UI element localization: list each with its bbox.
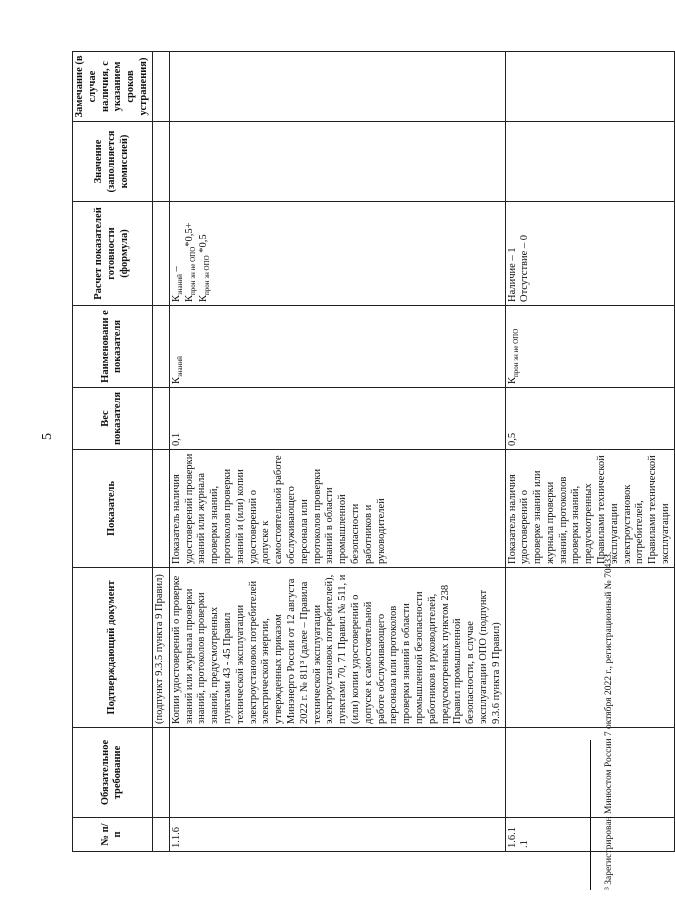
formula-cell: $К_{знаний}$ – $К_{прон зн не ОПО}*0,5+$ $К_{прон зн ОПО}$ *0,5 [169, 202, 505, 306]
table-row [505, 52, 674, 852]
col-header-requirement: Обязательное требование [73, 728, 153, 818]
requirement-cell [169, 728, 505, 818]
col-header-indicator-name: Наименовани е показателя [73, 306, 153, 388]
indicator-cell: Показатель наличия удостоверений о проверке знаний или журнала проверки знаний, протоколов проверки знаний, предусмотренных Правилами технической эксплуатации электроустановок потребителей, Правилами технической эксплуатации [505, 450, 674, 568]
col-header-formula: Расчет показателей готовности (формула) [73, 202, 153, 306]
col-header-document: Подтверждающий документ [73, 568, 153, 728]
col-header-value: Значение (заполняется комиссией) [73, 122, 153, 202]
table-row-continuation [152, 52, 169, 852]
formula-cell: Наличие – 1 Отсутствие – 0 [505, 202, 674, 306]
row-number: 1.6.1 .1 [505, 818, 674, 852]
readiness-table [72, 51, 675, 852]
value-cell [169, 122, 505, 202]
col-header-weight: Вес показателя [73, 388, 153, 450]
col-header-remark: Замечание (в случае наличия, с указанием сроков устранения) [73, 52, 153, 122]
col-header-indicator: Показатель [73, 450, 153, 568]
header-row [73, 52, 153, 852]
row-number: 1.1.6 [169, 818, 505, 852]
col-header-number: № п/п [73, 818, 153, 852]
indicator-name-cell: $К_{знаний}$ [169, 306, 505, 388]
footnote: ³ Зарегистрирован Минюстом России 7 октября 2022 г., регистрационный № 70433. [604, 551, 614, 890]
table-row [169, 52, 505, 852]
weight-cell: 0,1 [169, 388, 505, 450]
document-cell [505, 568, 674, 728]
document-cell: (подпункт 9.3.5 пункта 9 Правил) [152, 568, 169, 728]
page-number: 5 [40, 433, 55, 440]
value-cell [505, 122, 674, 202]
indicator-name-cell: $К_{прон зн не ОПО}$ [505, 306, 674, 388]
document-cell: Копии удостоверений о проверке знаний или журнала проверки знаний, протоколов проверки знаний, предусмотренных пунктами 43 - 45 Правил технической эксплуатации электроустановок потребителей электрической энергии, утвержденных приказом Минэнерго России от 12 августа 2022 г. № 811³ (далее – Правила технической эксплуатации электроустановок потребителей), пунктами 70, 71 Правил № 511, и (или) копии удостоверений о допуске к самостоятельной работе обслуживающего персонала или протоколов проверки знаний в области промышленной безопасности работников и руководителей, предусмотренных пунктом 238 Правил промышленной безопасности, в случае эксплуатации ОПО (подпункт 9.3.6 пункта 9 Правил) [169, 568, 505, 728]
remark-cell [169, 52, 505, 122]
weight-cell: 0,5 [505, 388, 674, 450]
footnote-divider [590, 740, 591, 890]
remark-cell [505, 52, 674, 122]
indicator-cell: Показатель наличия удостоверений проверки знаний или журнала проверки знаний, протоколов проверки знаний и (или) копии удостоверений о допуске к самостоятельной работе обслуживающего персонала или протоколов проверки знаний в области промышленной безопасности работников и руководителей [169, 450, 505, 568]
